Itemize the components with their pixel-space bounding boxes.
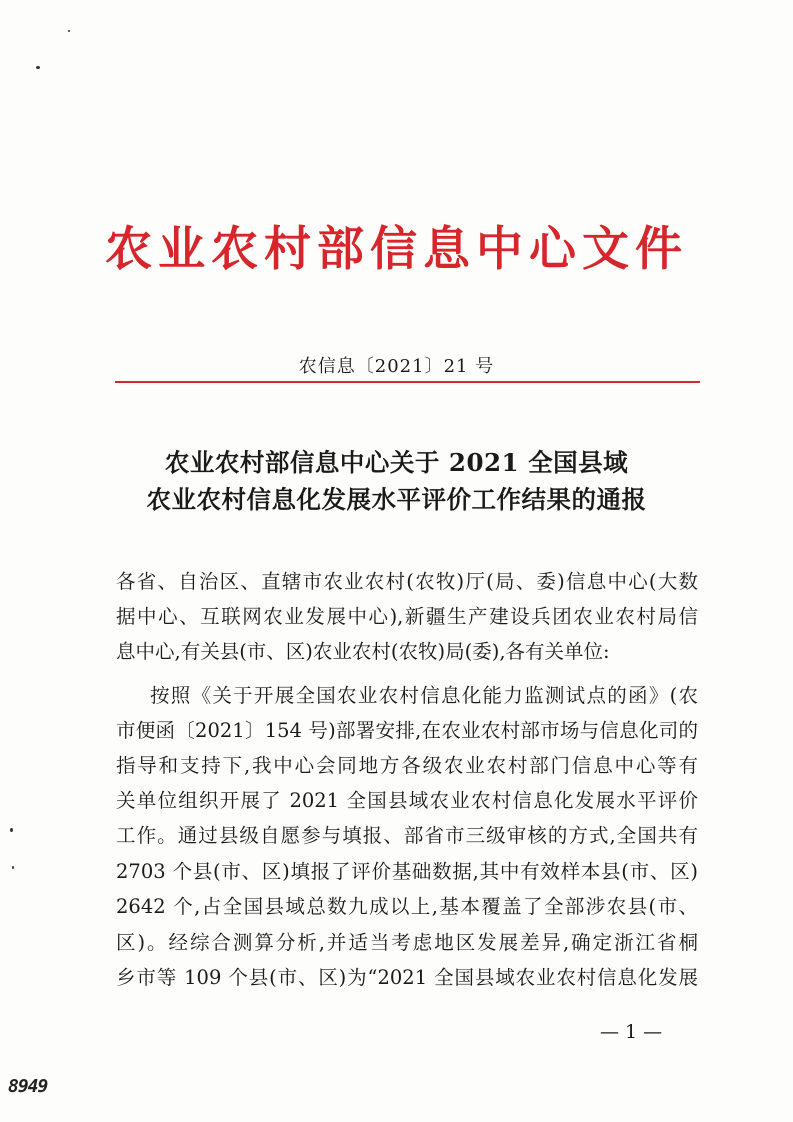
handwritten-note: 8949 [8, 1076, 48, 1097]
page-number: — 1 — [600, 1021, 663, 1043]
body-line: 指导和支持下,我中心会同地方各级农业农村部门信息中心等有 [116, 754, 698, 777]
issuer-red-title: 农业农村部信息中心文件 [105, 222, 688, 277]
body-line: 乡市等 109 个县(市、区)为“2021 全国县域农业农村信息化发展 [116, 966, 698, 989]
red-separator-line [115, 381, 700, 383]
body-line: 2703 个县(市、区)填报了评价基础数据,其中有效样本县(市、区) [116, 860, 698, 883]
body-line: 市便函〔2021〕154 号)部署安排,在农业农村部市场与信息化司的 [116, 719, 698, 742]
scan-speck [36, 66, 40, 69]
document-title-line-1: 农业农村部信息中心关于 2021 全国县域 [164, 448, 629, 477]
body-line: 关单位组织开展了 2021 全国县域农业农村信息化发展水平评价 [116, 789, 698, 812]
body-line: 2642 个,占全国县域总数九成以上,基本覆盖了全部涉农县(市、 [116, 895, 698, 918]
body-line: 据中心、互联网农业发展中心),新疆生产建设兵团农业农村局信 [116, 605, 698, 628]
scan-speck [10, 828, 13, 832]
body-line: 区)。经综合测算分析,并适当考虑地区发展差异,确定浙江省桐 [116, 931, 698, 954]
document-number: 农信息〔2021〕21 号 [298, 356, 495, 377]
body-line: 按照《关于开展全国农业农村信息化能力监测试点的函》(农 [150, 684, 698, 707]
body-line: 各省、自治区、直辖市农业农村(农牧)厅(局、委)信息中心(大数 [116, 570, 698, 593]
scan-speck [12, 866, 14, 869]
document-title-line-2: 农业农村信息化发展水平评价工作结果的通报 [146, 485, 647, 514]
body-line: 工作。通过县级自愿参与填报、部省市三级审核的方式,全国共有 [116, 824, 698, 847]
scan-speck [68, 30, 70, 32]
body-line: 息中心,有关县(市、区)农业农村(农牧)局(委),各有关单位: [116, 640, 610, 663]
